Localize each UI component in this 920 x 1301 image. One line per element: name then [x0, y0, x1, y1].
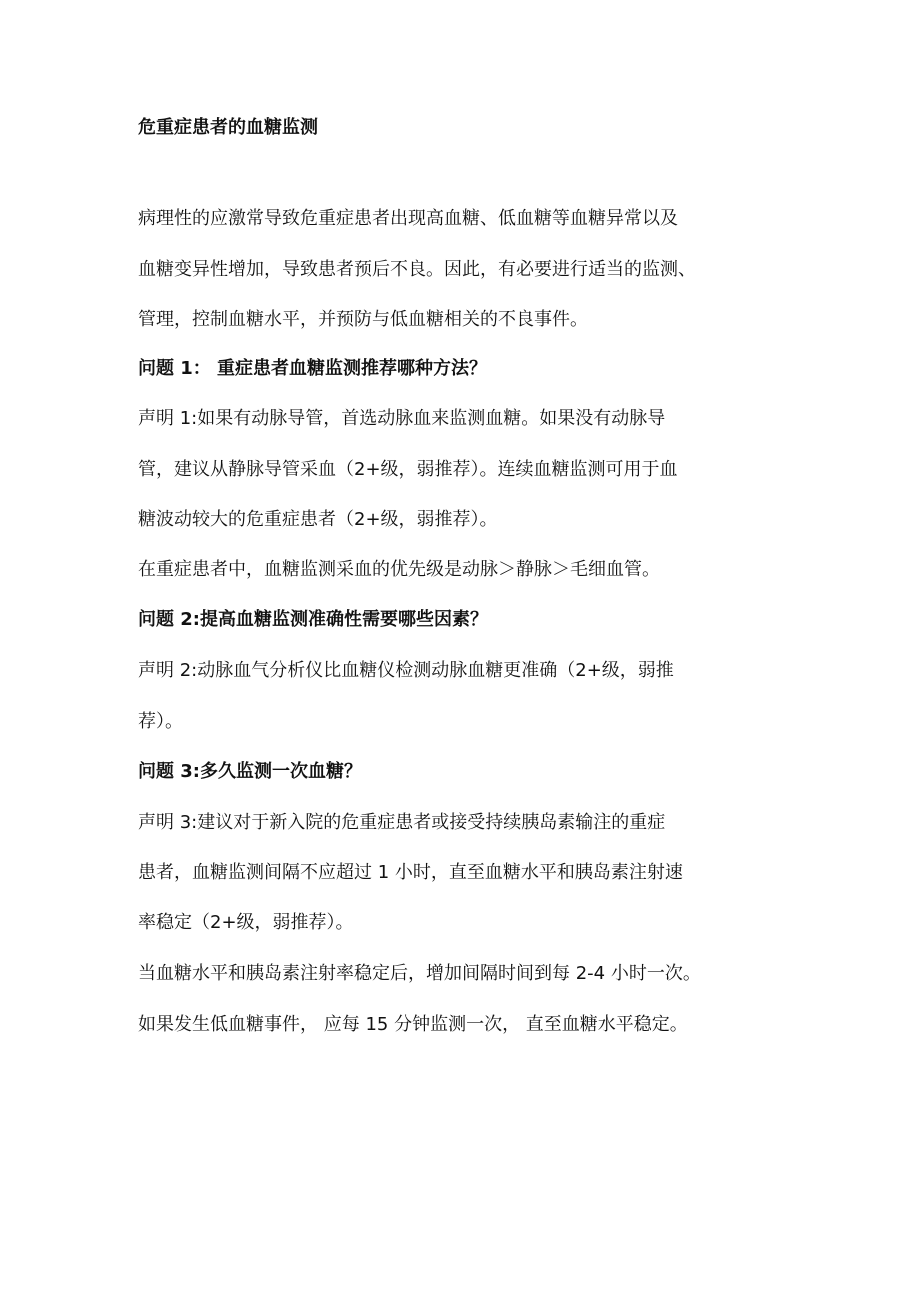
question-3-note-2: 如果发生低血糖事件， 应每 15 分钟监测一次， 直至血糖水平稳定。 — [138, 1014, 688, 1035]
statement-2-line-1: 声明 2:动脉血气分析仪比血糖仪检测动脉血糖更准确（2+级，弱推 — [138, 660, 674, 681]
statement-1-line-2: 管，建议从静脉导管采血（2+级，弱推荐）。连续血糖监测可用于血 — [138, 459, 678, 480]
statement-1-line-3: 糖波动较大的危重症患者（2+级，弱推荐）。 — [138, 509, 498, 530]
question-2-heading: 问题 2:提高血糖监测准确性需要哪些因素？ — [138, 609, 488, 630]
statement-3-line-2: 患者，血糖监测间隔不应超过 1 小时，直至血糖水平和胰岛素注射速 — [138, 862, 683, 883]
statement-1-line-1: 声明 1:如果有动脉导管，首选动脉血来监测血糖。如果没有动脉导 — [138, 408, 666, 429]
question-3-heading: 问题 3:多久监测一次血糖？ — [138, 761, 362, 782]
statement-2-line-2: 荐）。 — [138, 711, 183, 732]
statement-3-line-3: 率稳定（2+级，弱推荐）。 — [138, 912, 354, 933]
question-3-note-1: 当血糖水平和胰岛素注射率稳定后，增加间隔时间到每 2-4 小时一次。 — [138, 963, 701, 984]
question-1-note: 在重症患者中，血糖监测采血的优先级是动脉＞静脉＞毛细血管。 — [138, 559, 660, 580]
document-title: 危重症患者的血糖监测 — [138, 117, 318, 138]
question-1-heading: 问题 1： 重症患者血糖监测推荐哪种方法？ — [138, 358, 488, 379]
statement-3-line-1: 声明 3:建议对于新入院的危重症患者或接受持续胰岛素输注的重症 — [138, 812, 666, 833]
intro-line-2: 血糖变异性增加，导致患者预后不良。因此，有必要进行适当的监测、 — [138, 259, 696, 280]
intro-line-3: 管理，控制血糖水平，并预防与低血糖相关的不良事件。 — [138, 309, 588, 330]
intro-line-1: 病理性的应激常导致危重症患者出现高血糖、低血糖等血糖异常以及 — [138, 208, 678, 229]
